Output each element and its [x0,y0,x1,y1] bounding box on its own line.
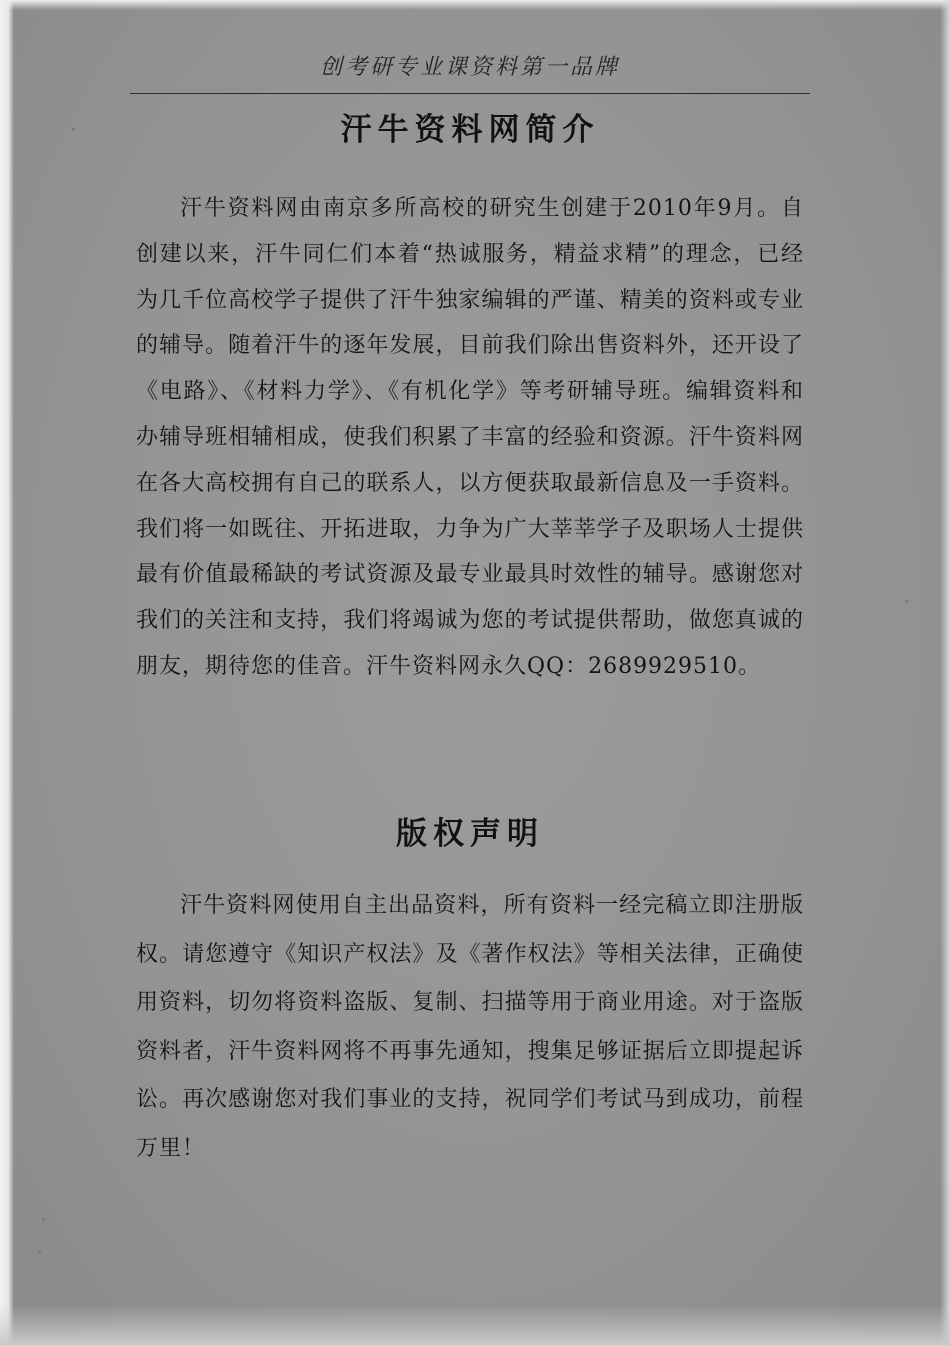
scan-edge-top [0,0,950,10]
scan-speck [42,1218,45,1221]
page-header: 创考研专业课资料第一品牌 [319,55,620,80]
header-divider [130,93,810,94]
scan-edge-left [0,0,14,1345]
scan-edge-right [940,0,950,1345]
intro-paragraph: 汗牛资料网由南京多所高校的研究生创建于2010年9月。自创建以来，汗牛同仁们本着“热诚服务，精益求精”的理念，已经为几千位高校学子提供了汗牛独家编辑的严谨、精美的资料或专业的辅导。随着汗牛的逐年发展，目前我们除出售资料外，还开设了《电路》、《材料力学》、《有机化学》等考研辅导班。编辑资料和办辅导班相辅相成，使我们积累了丰富的经验和资源。汗牛资料网在各大高校拥有自己的联系人，以方便获取最新信息及一手资料。我们将一如既往、开拓进取，力争为广大莘莘学子及职场人士提供最有价值最稀缺的考试资源及最专业最具时效性的辅导。感谢您对我们的关注和支持，我们将竭诚为您的考试提供帮助，做您真诚的朋友，期待您的佳音。汗牛资料网永久QQ：2689929510。 [136,196,804,679]
copyright-title: 版权声明 [396,816,544,852]
scan-speck [38,1250,41,1253]
intro-title: 汗牛资料网简介 [340,112,600,148]
scan-speck [905,600,908,603]
copyright-paragraph: 汗牛资料网使用自主出品资料，所有资料一经完稿立即注册版权。请您遵守《知识产权法》及《著作权法》等相关法律，正确使用资料，切勿将资料盗版、复制、扫描等用于商业用途。对于盗版资料者，汗牛资料网将不再事先通知，搜集足够证据后立即提起诉讼。再次感谢您对我们事业的支持，祝同学们考试马到成功，前程万里！ [136,893,804,1161]
scan-edge-bottom [0,1305,950,1345]
scan-speck [72,128,75,131]
